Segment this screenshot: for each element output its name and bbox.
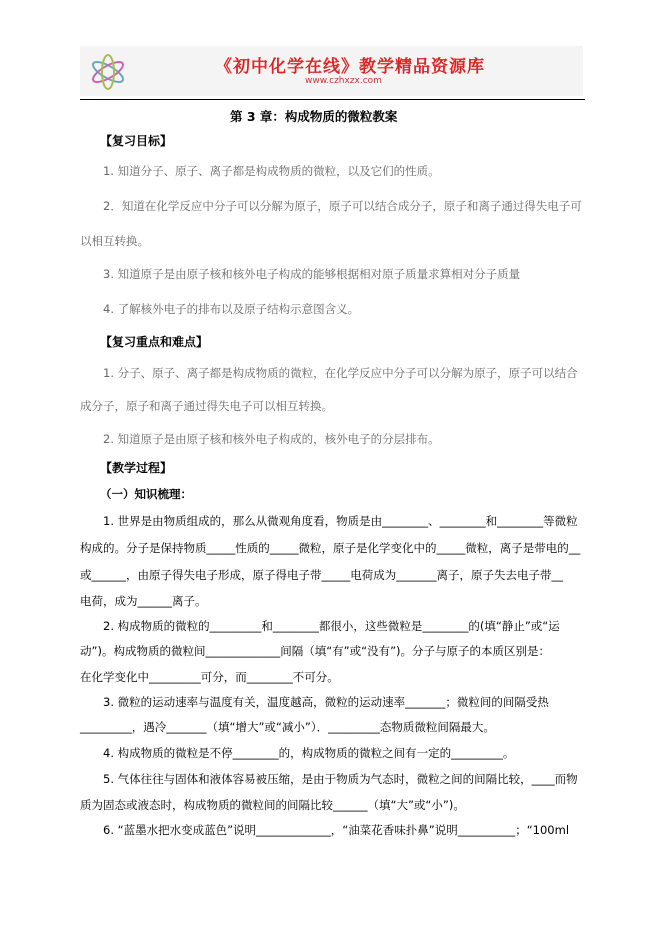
text-line: 6. “蓝墨水把水变成蓝色”说明_____________，“油菜花香味扑鼻”说明__________；“100ml	[103, 823, 570, 837]
text-line: 3. 微粒的运动速率与温度有关，温度越高，微粒的运动速率_______；微粒间的间隔受热	[103, 695, 549, 709]
text-line: 或______，由原子得失电子形成，原子得电子带_____电荷成为_______离子，原子失去电子带__	[80, 568, 563, 582]
banner-title: 《初中化学在线》教学精品资源库	[215, 57, 485, 77]
text-line: 电荷，成为______离子。	[80, 594, 207, 608]
text-line: 在化学变化中_________可分，而________不可分。	[80, 670, 339, 684]
header-banner	[80, 46, 583, 96]
list-item: 1. 分子、原子、离子都是构成物质的微粒，在化学反应中分子可以分解为原子，原子可以结合	[103, 366, 578, 380]
text-line: 5. 气体往往与固体和液体容易被压缩，是由于物质为气态时，微粒之间的间隔比较，____而物	[103, 772, 578, 786]
text-line: 动”)。构成物质的微粒间_____________间隔（填“有”或“没有”)。分子与原子的本质区别是：	[80, 644, 551, 658]
list-item: 成分子，原子和离子通过得失电子可以相互转换。	[80, 399, 333, 413]
list-item: 1. 知道分子、原子、离子都是构成物质的微粒，以及它们的性质。	[103, 164, 440, 178]
list-item: 以相互转换。	[80, 234, 149, 248]
text-line: 4. 构成物质的微粒是不停________的，构成物质的微粒之间有一定的_________。	[103, 746, 515, 760]
text-line: 2. 构成物质的微粒的_________和________都很小，这些微粒是________的(填“静止”或“运	[103, 619, 560, 633]
list-item: 2. 知道原子是由原子核和核外电子构成的，核外电子的分层排布。	[103, 432, 440, 446]
list-item: 3. 知道原子是由原子核和核外电子构成的能够根据相对原子质量求算相对分子质量	[103, 267, 521, 281]
text-line: 质为固态或液态时，构成物质的微粒间的间隔比较______（填“大”或“小”)。	[80, 798, 465, 812]
section-heading: 【复习重点和难点】	[100, 335, 209, 349]
text-line: 1. 世界是由物质组成的，那么从微观角度看，物质是由________、________和________等微粒	[103, 514, 578, 528]
section-heading: 【复习目标】	[100, 134, 173, 148]
list-item: 2．知道在化学反应中分子可以分解为原子，原子可以结合成分子，原子和离子通过得失电子可	[103, 199, 582, 213]
header-rule	[80, 99, 585, 100]
atom-logo-icon	[88, 54, 128, 90]
text-line: _________，遇冷_______（填“增大”或“减小”）．_________态物质微粒间隔最大。	[80, 720, 495, 734]
page-title: 第 3 章：构成物质的微粒教案	[230, 109, 398, 124]
subsection-heading: （一）知识梳理：	[100, 487, 192, 501]
text-line: 构成的。分子是保持物质_____性质的_____微粒，原子是化学变化中的_____微粒，离子是带电的__	[80, 541, 581, 555]
banner-url: www.czhxzx.com	[305, 76, 382, 86]
list-item: 4. 了解核外电子的排布以及原子结构示意图含义。	[103, 302, 360, 316]
section-heading: 【教学过程】	[100, 461, 173, 475]
